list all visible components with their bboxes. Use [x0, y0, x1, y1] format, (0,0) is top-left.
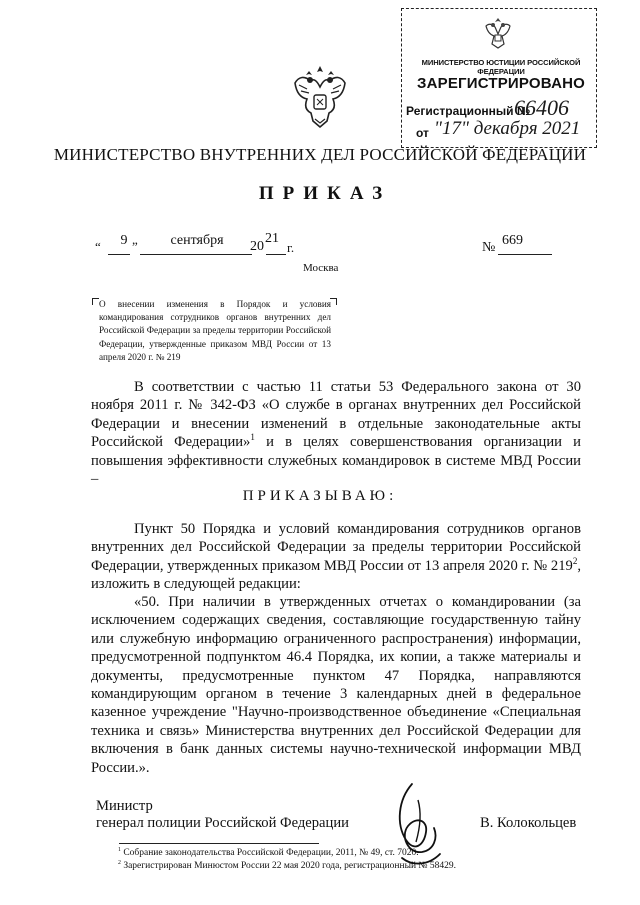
stamp-ministry-text: МИНИСТЕРСТВО ЮСТИЦИИ РОССИЙСКОЙ ФЕДЕРАЦИИ	[421, 58, 581, 76]
ministry-title: МИНИСТЕРСТВО ВНУТРЕННИХ ДЕЛ РОССИЙСКОЙ ФЕДЕРАЦИИ	[53, 145, 587, 164]
signer-name: В. Колокольцев	[480, 815, 577, 831]
year-underline	[266, 254, 286, 255]
footnote-separator	[119, 843, 319, 844]
footnote-1	[118, 848, 419, 858]
order-number: 669	[502, 233, 523, 248]
stamp-regno-value: 66406	[514, 95, 569, 120]
order-year-suffix: 21	[265, 231, 279, 246]
number-underline	[498, 254, 552, 255]
stamp-emblem-icon	[482, 14, 514, 52]
coat-of-arms-icon	[291, 63, 349, 131]
footnote-2-mark: 2	[118, 859, 121, 866]
preamble-paragraph	[91, 378, 581, 488]
preamble-text-end: и в целях совершенствования организации и повышения эффективности служебных командировок в системе МВД России –	[91, 434, 581, 488]
footnote-1-text: Собрание законодательства Российской Федерации, 2011, № 49, ст. 7020.	[123, 848, 419, 858]
date-quote-close: ”	[132, 239, 138, 254]
month-underline	[140, 254, 252, 255]
amendment-text: Пункт 50 Порядка и условий командирования сотрудников органов внутренних дел Российской Федерации за пределы территории Российской Федерации, утвержденных приказом МВД России от 13 апреля 2020 г. № 219	[91, 521, 581, 574]
stamp-date-value: "17" декабря 2021	[434, 118, 581, 139]
order-year-letter: г.	[287, 240, 295, 255]
order-year-prefix: 20	[250, 239, 264, 254]
preamble-text: В соответствии с частью 11 статьи 53 Федерального закона от 30 ноября 2011 г. № 342-ФЗ «О службе в органах внутренних дел Российской Федерации и внесении изменений в отдельные законодательные акты Российской Федерации»	[91, 379, 581, 451]
new-clause-paragraph: «50. При наличии в утвержденных отчетах о командировании (за исключением содержащих сведения, составляющие государственную тайну или служебную информацию ограниченного распространения) информации, предусмотренной подпунктом 46.4 Порядка, их копии, а также материалы и документы, предусмотренные пунктом 47 Порядка, направляются командирующим органом в течение 3 календарных дней в федеральное казенное учреждение "Научно-производственное объединение «Специальная техника и связь» Министерства внутренних дел Российской Федерации для включения в банк данных системы научно-технической информации МВД России.».	[91, 594, 581, 776]
order-day: 9	[120, 233, 128, 248]
subject-bracket-left	[92, 298, 99, 305]
footnote-2-text: Зарегистрирован Минюстом России 22 мая 2020 года, регистрационный № 58429.	[123, 861, 456, 871]
footnote-ref-1: 1	[250, 432, 255, 443]
stamp-regno-label: Регистрационный №	[406, 104, 531, 118]
amendment-text-end: , изложить в следующей редакции:	[91, 557, 581, 593]
order-number-sign: №	[482, 240, 496, 255]
order-month: сентября	[170, 233, 224, 248]
signer-title: Министр	[96, 798, 153, 814]
footnote-ref-2: 2	[572, 555, 578, 566]
amendment-paragraph	[91, 520, 581, 594]
day-underline	[108, 254, 130, 255]
order-subject: О внесении изменения в Порядок и условия командирования сотрудников органов внутренних дел Российской Федерации за пределы территории Российской Федерации, утвержденные приказом МВД России от 13 апреля 2020 г. № 219	[99, 299, 331, 362]
order-city: Москва	[303, 262, 339, 274]
document-type-title: ПРИКАЗ	[258, 183, 392, 204]
footnote-2	[118, 861, 456, 871]
stamp-registered-text: ЗАРЕГИСТРИРОВАНО	[416, 75, 586, 92]
stamp-date-label: от	[416, 126, 429, 140]
footnote-1-mark: 1	[118, 846, 121, 853]
date-quote-open: “	[95, 239, 101, 254]
subject-bracket-right	[330, 298, 337, 305]
orders-heading: ПРИКАЗЫВАЮ:	[242, 488, 398, 504]
signer-rank: генерал полиции Российской Федерации	[96, 815, 349, 831]
